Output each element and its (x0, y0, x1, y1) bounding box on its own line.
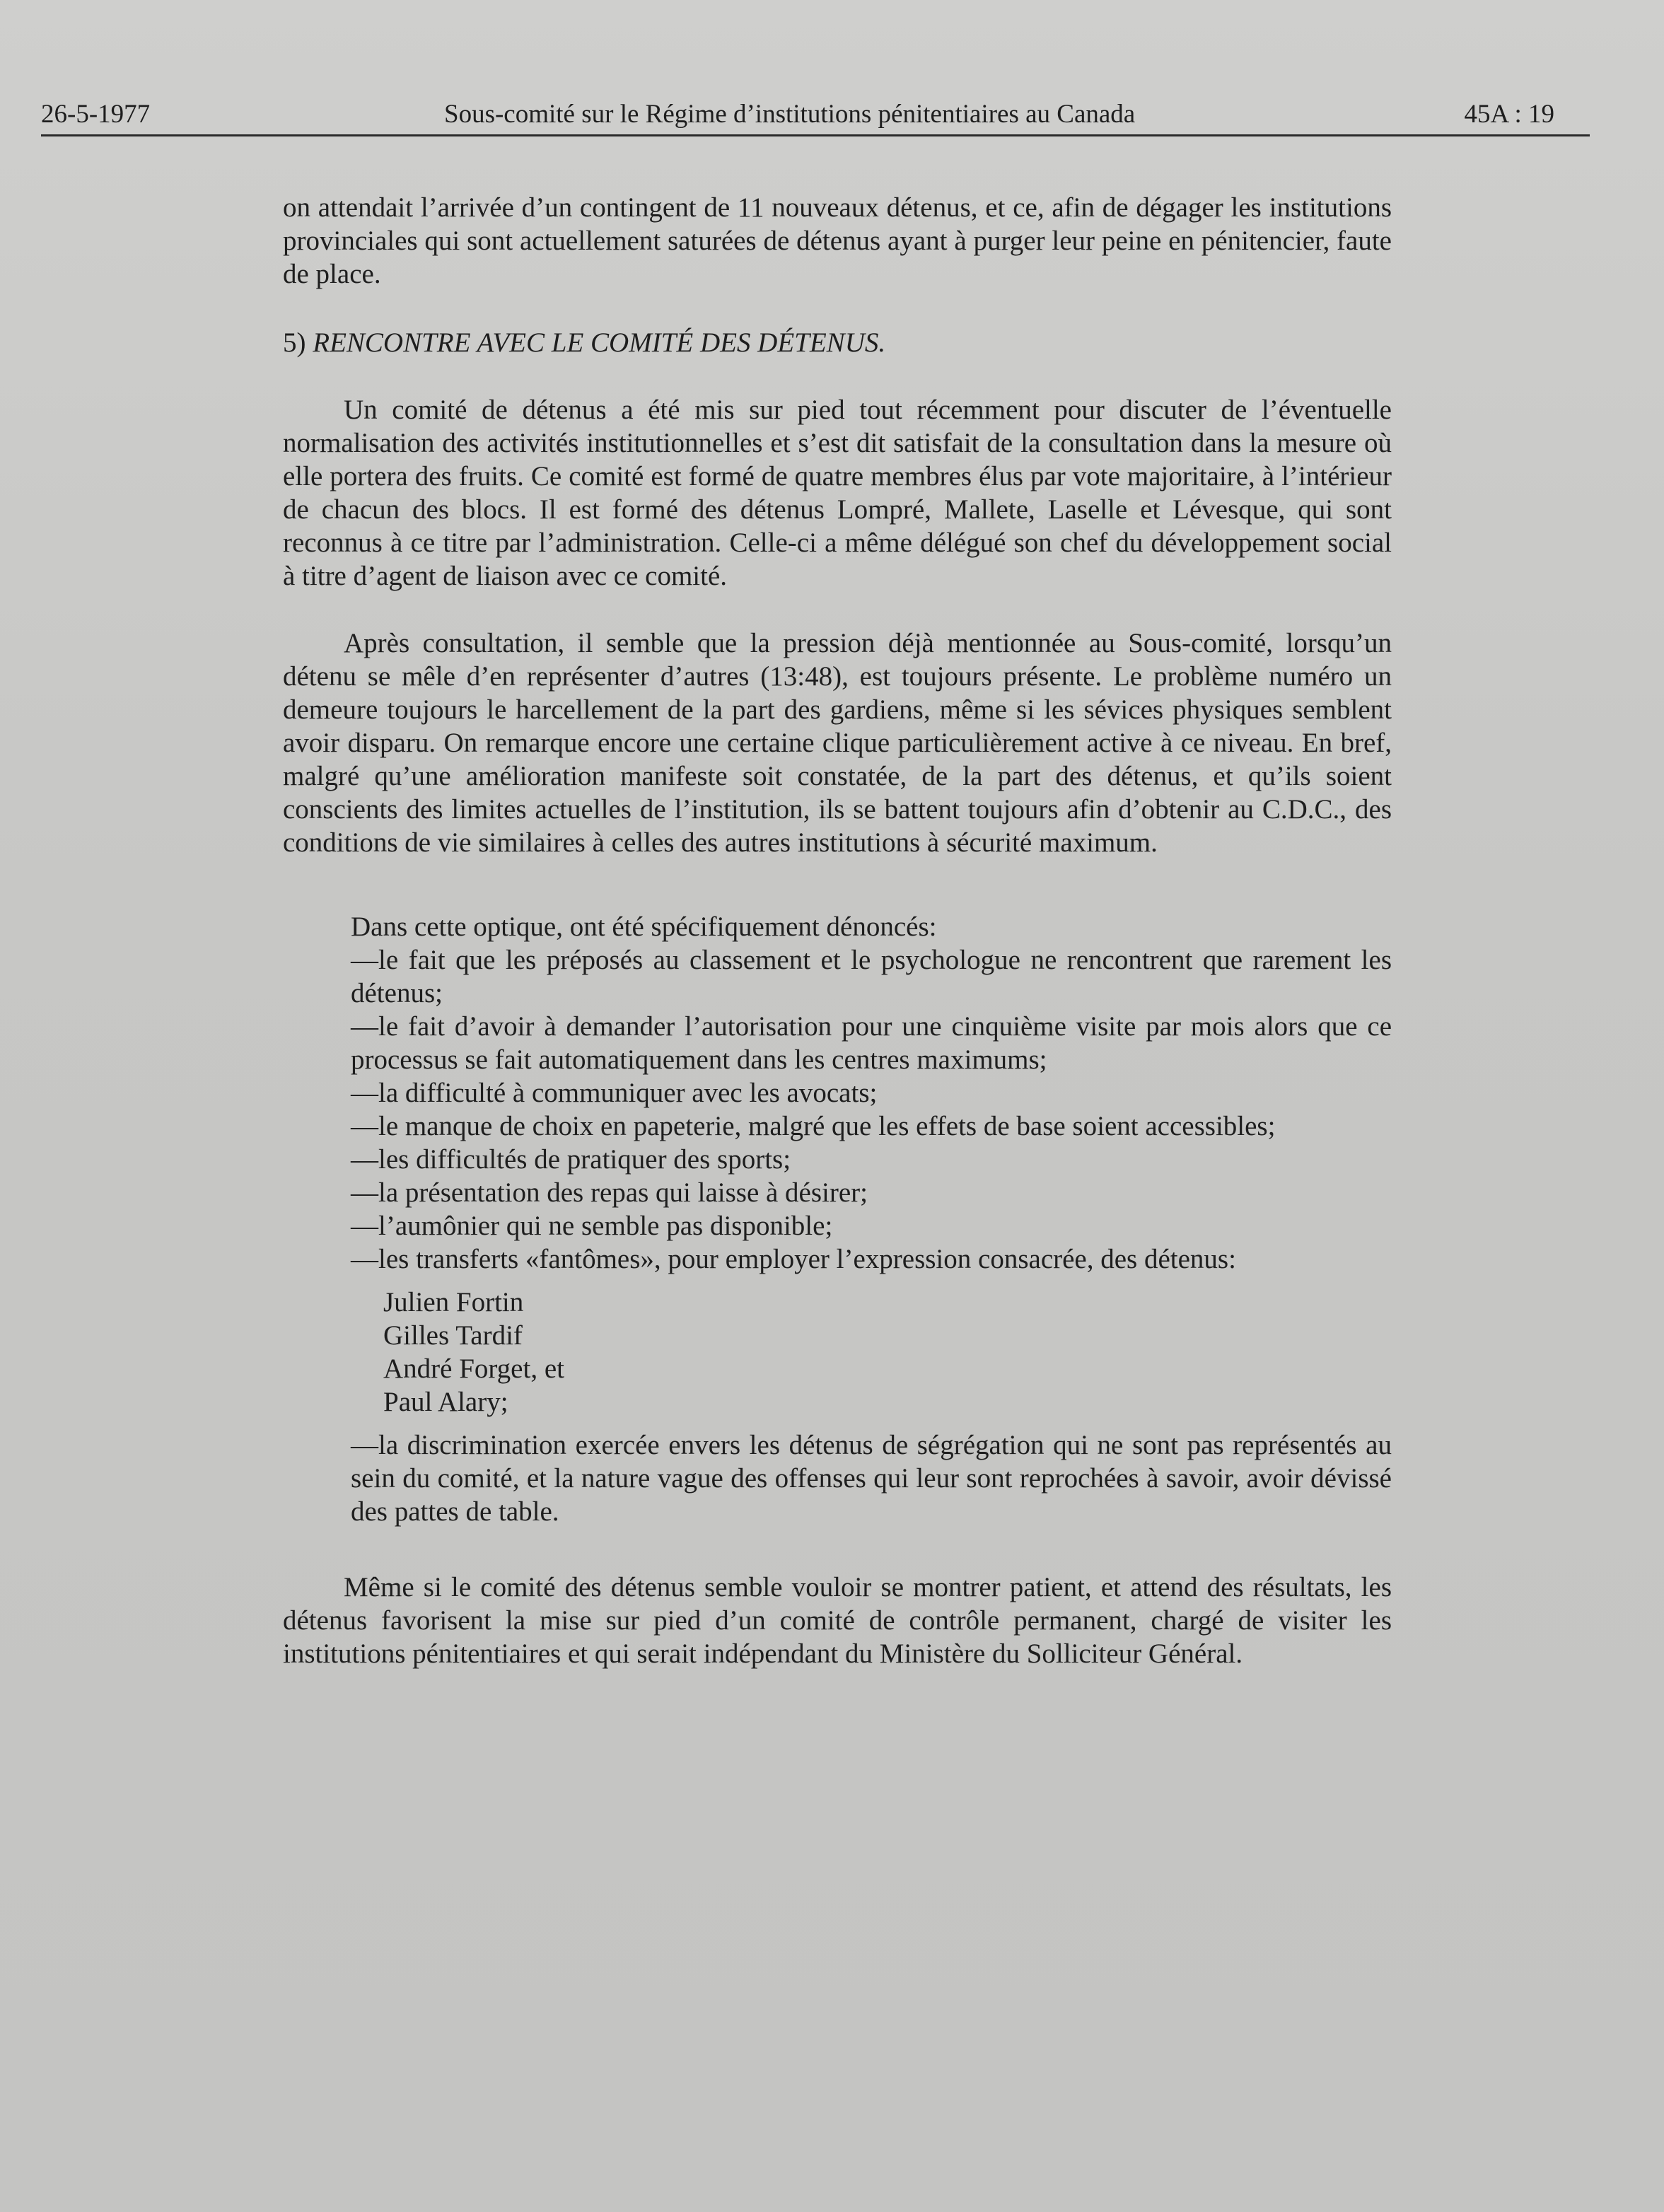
transferred-name: Julien Fortin (383, 1287, 524, 1317)
header-page-number: 45A : 19 (1464, 100, 1554, 129)
list-item: —le manque de choix en papeterie, malgré que les effets de base soient accessibles; (351, 1111, 1276, 1141)
page-body (283, 191, 1392, 1670)
transferred-name: Gilles Tardif (383, 1320, 523, 1351)
list-item: —la difficulté à communiquer avec les avocats; (351, 1078, 878, 1108)
section-title: RENCONTRE AVEC LE COMITÉ DES DÉTENUS. (313, 327, 886, 358)
denounced-list (351, 943, 1392, 1276)
list-intro: Dans cette optique, ont été spécifiquement dénoncés: (351, 912, 937, 942)
list-item: —le fait que les préposés au classement et le psychologue ne rencontrent que rarement les détenus; (351, 945, 1392, 1008)
list-item: —le fait d’avoir à demander l’autorisation pour une cinquième visite par mois alors que ce processus se fait automatiquement dans les centres maximums; (351, 1011, 1392, 1075)
list-item: —les difficultés de pratiquer des sports; (351, 1144, 791, 1175)
header-date: 26-5-1977 (41, 100, 151, 129)
list-item: —l’aumônier qui ne semble pas disponible; (351, 1211, 833, 1241)
list-item: —la discrimination exercée envers les détenus de ségrégation qui ne sont pas représentés au sein du comité, et la nature vague des offenses qui leur sont reprochées à savoir, avoir dévissé des pattes de table. (351, 1430, 1392, 1527)
section-heading (283, 326, 1392, 359)
list-item: —la présentation des repas qui laisse à désirer; (351, 1177, 868, 1208)
page-header (41, 83, 1590, 136)
intro-paragraph: on attendait l’arrivée d’un contingent de 11 nouveaux détenus, et ce, afin de dégager les institutions provinciales qui sont actuellement saturées de détenus ayant à purger leur peine en pénitencier, faute de place. (283, 192, 1392, 289)
section-number: 5) (283, 327, 306, 358)
header-title: Sous-comité sur le Régime d’institutions pénitentiaires au Canada (444, 100, 1136, 129)
denounced-list-continued (351, 1428, 1392, 1528)
transferred-name: André Forget, et (383, 1354, 564, 1384)
paragraph-consultation: Après consultation, il semble que la pression déjà mentionnée au Sous-comité, lorsqu’un détenu se mêle d’en représenter d’autres (13:48), est toujours présente. Le problème numéro un demeure toujours le harcellement de la part des gardiens, même si les sévices physiques semblent avoir disparu. On remarque encore une certaine clique particulièrement active à ce niveau. En bref, malgré qu’une amélioration manifeste soit constatée, de la part des détenus, et qu’ils soient conscients des limites actuelles de l’institution, ils se battent toujours afin d’obtenir au C.D.C., des conditions de vie similaires à celles des autres institutions à sécurité maximum. (283, 628, 1392, 858)
list-item: —les transferts «fantômes», pour employer l’expression consacrée, des détenus: (351, 1244, 1236, 1274)
closing-paragraph: Même si le comité des détenus semble vouloir se montrer patient, et attend des résultats, les détenus favorisent la mise sur pied d’un comité de contrôle permanent, chargé de visiter les institutions pénitentiaires et qui serait indépendant du Ministère du Solliciteur Général. (283, 1572, 1392, 1669)
paragraph-committee: Un comité de détenus a été mis sur pied tout récemment pour discuter de l’éventuelle normalisation des activités institutionnelles et s’est dit satisfait de la consultation dans la mesure où elle portera des fruits. Ce comité est formé de quatre membres élus par vote majoritaire, à l’intérieur de chacun des blocs. Il est formé des détenus Lompré, Mallete, Laselle et Lévesque, qui sont reconnus à ce titre par l’administration. Celle-ci a même délégué son chef du développement social à titre d’agent de liaison avec ce comité. (283, 395, 1392, 591)
transferred-names-list (351, 1286, 1392, 1419)
transferred-name: Paul Alary; (383, 1387, 508, 1417)
denounced-list-block (283, 910, 1392, 1528)
